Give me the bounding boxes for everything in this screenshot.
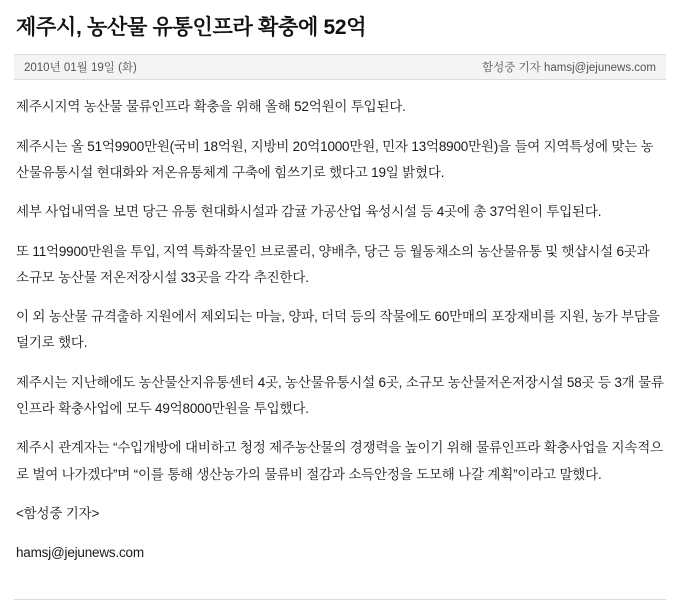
- article-paragraph: 또 11억9900만원을 투입, 지역 특화작물인 브로콜리, 양배추, 당근 등 월동채소의 농산물유통 및 햇샵시설 6곳과 소규모 농산물 저온저장시설 33곳을 각각 추진한다.: [16, 243, 650, 285]
- bottom-divider: [14, 599, 666, 600]
- article-paragraph: 이 외 농산물 규격출하 지원에서 제외되는 마늘, 양파, 더덕 등의 작물에도 60만매의 포장재비를 지원, 농가 부담을 덜기로 했다.: [16, 309, 660, 351]
- article-paragraph: 제주시 관계자는 “수입개방에 대비하고 청정 제주농산물의 경쟁력을 높이기 위해 물류인프라 확충사업을 지속적으로 벌여 나가겠다”며 “이를 통해 생산농가의 물류비 절감과 소득안정을 도모해 나갈 계획”이라고 말했다.: [16, 440, 663, 482]
- page-title: 제주시, 농산물 유통인프라 확충에 52억: [16, 16, 367, 39]
- article-meta-bar: [14, 54, 666, 80]
- article-paragraph: 제주시는 올 51억9900만원(국비 18억원, 지방비 20억1000만원, 민자 13억8900만원)을 들여 지역특성에 맞는 농산물유통시설 현대화와 저온유통체계 구축에 힘쓰기로 했다고 19일 밝혔다.: [16, 138, 654, 180]
- article-page: [0, 14, 680, 610]
- article-paragraph: 제주시는 지난해에도 농산물산지유통센터 4곳, 농산물유통시설 6곳, 소규모 농산물저온저장시설 58곳 등 3개 물류인프라 확충사업에 모두 49억8000만원을 투입했다.: [16, 374, 664, 417]
- article-paragraph: 세부 사업내역을 보면 당근 유통 현대화시설과 감귤 가공산업 육성시설 등 4곳에 총 37억원이 투입된다.: [16, 204, 602, 220]
- reporter-name: 함성중 기자: [482, 62, 541, 75]
- reporter-email[interactable]: hamsj@jejunews.com: [543, 62, 656, 75]
- article-signoff-email[interactable]: hamsj@jejunews.com: [16, 545, 144, 561]
- publish-date: 2010년 01월 19일 (화): [24, 62, 137, 75]
- article-body: [14, 94, 666, 566]
- byline: [482, 59, 656, 75]
- article-paragraph: 제주시지역 농산물 물류인프라 확충을 위해 올해 52억원이 투입된다.: [16, 99, 406, 115]
- article-signoff: <함성중 기자>: [16, 506, 100, 522]
